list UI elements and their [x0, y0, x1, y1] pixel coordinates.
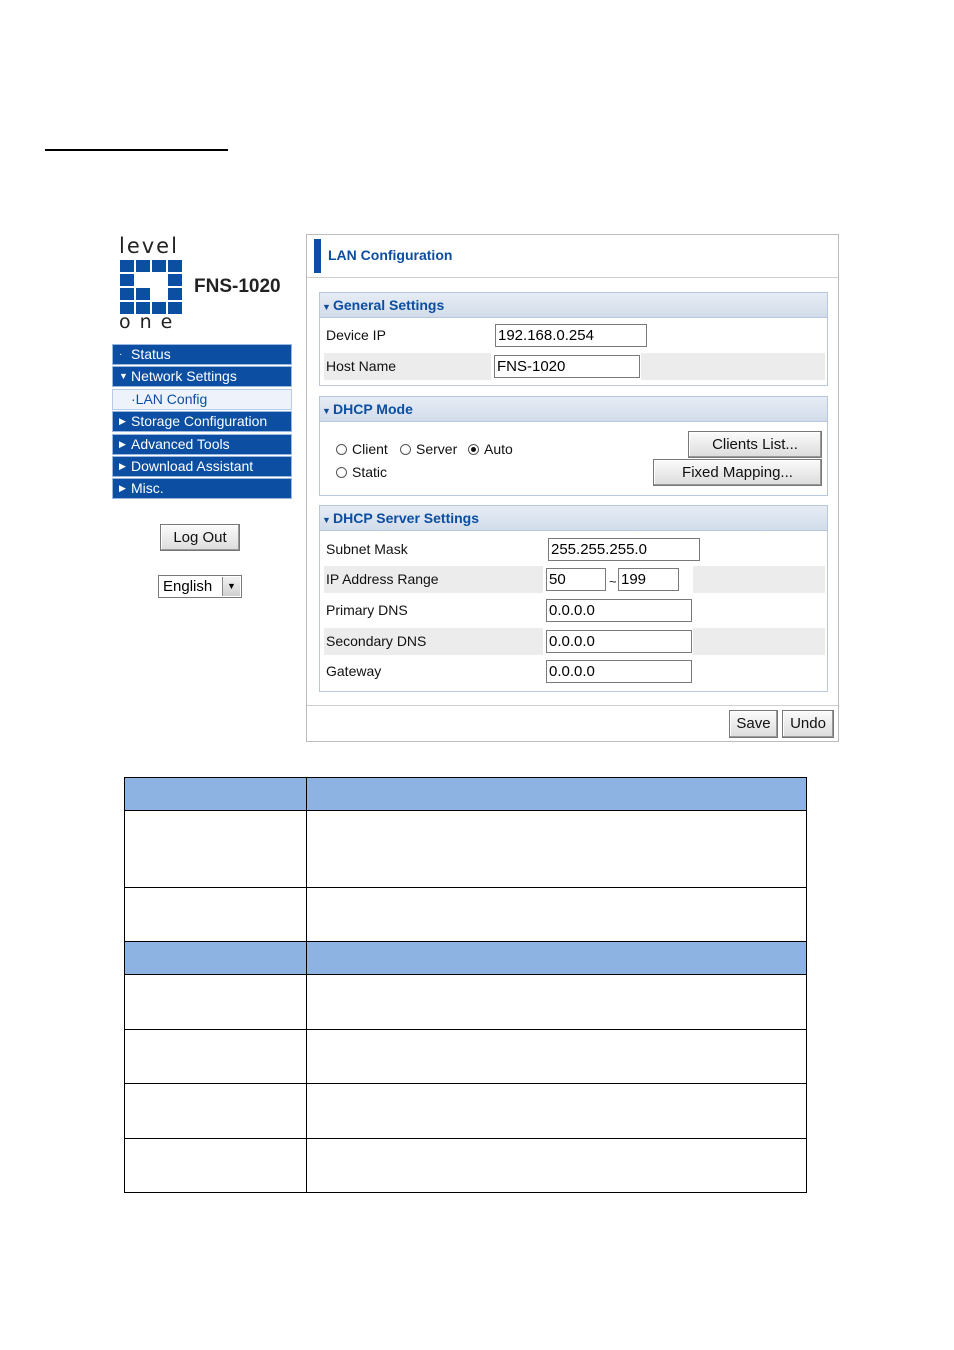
ip-range-start-input[interactable] [546, 568, 606, 591]
dhcp-server-settings-group [319, 505, 828, 692]
host-name-row [324, 353, 825, 380]
device-ip-input[interactable] [495, 324, 647, 347]
sidebar-nav [112, 344, 292, 501]
triangle-down-icon: ▼ [322, 406, 331, 416]
triangle-right-icon: ▶ [119, 438, 126, 449]
language-value: English [163, 578, 213, 595]
table-row [125, 975, 807, 1030]
dhcp-mode-header[interactable] [320, 397, 827, 422]
table-cell [125, 942, 307, 975]
radio-label: Auto [484, 441, 513, 457]
radio-client[interactable] [336, 441, 388, 457]
radio-label: Client [352, 441, 388, 457]
sidebar-item-misc[interactable] [112, 478, 292, 499]
divider [307, 277, 838, 278]
bullet-icon: · [131, 390, 136, 407]
sidebar-item-label: LAN Config [135, 390, 208, 407]
section-title: DHCP Server Settings [333, 510, 480, 526]
triangle-right-icon: ▶ [119, 460, 126, 471]
table-cell [307, 1084, 807, 1139]
primary-dns-row [324, 597, 825, 624]
gateway-input[interactable] [546, 660, 692, 683]
chevron-down-icon: ▼ [222, 577, 240, 596]
section-title: General Settings [333, 297, 445, 313]
sidebar-item-storage-configuration[interactable] [112, 411, 292, 432]
bullet-icon: · [119, 349, 123, 360]
sidebar-item-lan-config[interactable] [112, 389, 292, 410]
title-accent-bar [314, 239, 321, 273]
sidebar-item-label: Network Settings [131, 368, 237, 385]
description-table [124, 777, 807, 1193]
radio-selected-icon [468, 444, 479, 455]
triangle-down-icon: ▼ [119, 371, 128, 382]
divider [307, 705, 838, 706]
table-row [125, 888, 807, 942]
table-cell [307, 888, 807, 942]
table-row [125, 811, 807, 888]
undo-button[interactable]: Undo [782, 710, 834, 738]
ip-range-end-input[interactable] [618, 568, 679, 591]
primary-dns-input[interactable] [546, 599, 692, 622]
table-cell [125, 888, 307, 942]
radio-static[interactable] [336, 464, 387, 480]
sidebar-item-label: Status [131, 346, 171, 362]
table-cell [307, 811, 807, 888]
logo-text-level: level [119, 234, 179, 258]
table-row [125, 1139, 807, 1193]
table-cell [125, 1139, 307, 1193]
device-ip-row [324, 322, 825, 349]
page-title: LAN Configuration [328, 247, 453, 263]
sidebar-item-label: Storage Configuration [131, 413, 268, 430]
model-name: FNS-1020 [194, 276, 281, 297]
field-label: Primary DNS [326, 602, 408, 618]
section-title: DHCP Mode [333, 401, 413, 417]
ip-range-row [324, 566, 825, 593]
table-cell [307, 1139, 807, 1193]
heading-underline [45, 149, 228, 151]
fixed-mapping-button[interactable]: Fixed Mapping... [653, 459, 822, 486]
field-label: Gateway [326, 663, 382, 679]
field-label: Device IP [326, 327, 386, 343]
radio-circle-icon [336, 444, 347, 455]
general-settings-group [319, 292, 828, 386]
save-button[interactable]: Save [729, 710, 778, 738]
table-row [125, 1084, 807, 1139]
dhcp-mode-group [319, 396, 828, 496]
table-cell [125, 1030, 307, 1084]
table-cell [125, 975, 307, 1030]
language-select[interactable] [158, 575, 242, 598]
radio-server[interactable] [400, 441, 457, 457]
field-label: Subnet Mask [326, 541, 408, 557]
radio-auto[interactable] [468, 441, 513, 457]
triangle-down-icon: ▼ [322, 515, 331, 525]
table-cell [125, 1084, 307, 1139]
dhcp-server-settings-header[interactable] [320, 506, 827, 531]
lan-configuration-panel [306, 234, 839, 742]
sidebar-item-label: Misc. [131, 480, 164, 497]
table-cell [307, 942, 807, 975]
secondary-dns-row [324, 628, 825, 655]
subnet-mask-row [324, 536, 825, 563]
field-label: IP Address Range [326, 571, 439, 587]
logout-button[interactable]: Log Out [160, 524, 240, 551]
radio-circle-icon [400, 444, 411, 455]
triangle-right-icon: ▶ [119, 483, 126, 494]
sidebar-item-network-settings[interactable] [112, 366, 292, 387]
table-cell [307, 778, 807, 811]
table-cell [307, 1030, 807, 1084]
triangle-down-icon: ▼ [322, 302, 331, 312]
sidebar-item-label: Advanced Tools [131, 435, 230, 452]
radio-label: Static [352, 464, 388, 480]
radio-label: Server [416, 441, 458, 457]
secondary-dns-input[interactable] [546, 630, 692, 653]
table-cell [307, 975, 807, 1030]
host-name-input[interactable] [494, 355, 640, 378]
table-cell [125, 778, 307, 811]
range-separator: ~ [609, 574, 617, 589]
gateway-row [324, 658, 825, 685]
sidebar-item-advanced-tools[interactable] [112, 434, 292, 455]
table-header-row [125, 778, 807, 811]
sidebar-item-status[interactable] [112, 344, 292, 365]
levelone-logo [112, 234, 292, 338]
triangle-right-icon: ▶ [119, 416, 126, 427]
table-header-row [125, 942, 807, 975]
table-row [125, 1030, 807, 1084]
subnet-mask-input[interactable] [548, 538, 700, 561]
logo-grid-icon [120, 260, 182, 315]
field-label: Secondary DNS [326, 633, 427, 649]
general-settings-header[interactable] [320, 293, 827, 318]
sidebar-item-download-assistant[interactable] [112, 456, 292, 477]
field-label: Host Name [326, 358, 397, 374]
clients-list-button[interactable]: Clients List... [688, 431, 822, 458]
radio-circle-icon [336, 467, 347, 478]
sidebar-item-label: Download Assistant [131, 457, 254, 474]
logo-text-one: one [119, 311, 182, 333]
table-cell [125, 811, 307, 888]
